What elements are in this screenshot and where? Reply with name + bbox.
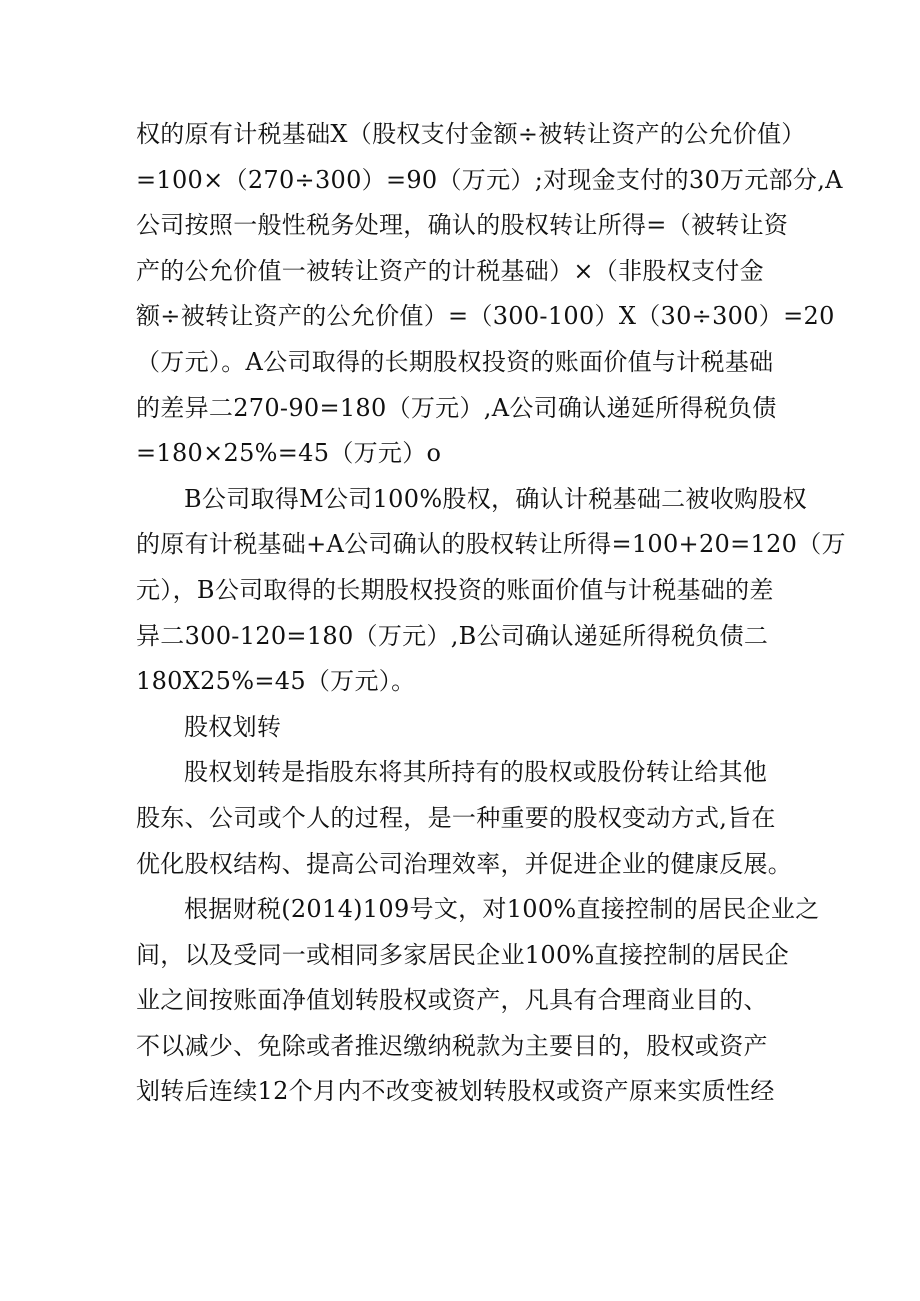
document-body: [136, 112, 846, 1115]
text-line: 股东、公司或个人的过程，是一种重要的股权变动方式,旨在: [136, 803, 776, 832]
paragraph-equity-transfer-definition: [136, 750, 796, 887]
section-heading: 股权划转: [184, 712, 282, 741]
text-line: B公司取得M公司100%股权，确认计税基础二被收购股权: [184, 484, 807, 513]
text-line: 额÷被转让资产的公允价值）=（300-100）X（30÷300）=20: [136, 302, 835, 331]
text-line: 公司按照一般性税务处理，确认的股权转让所得=（被转让资: [136, 211, 789, 240]
text-line: 产的公允价值一被转让资产的计税基础）×（非股权支付金: [136, 256, 764, 285]
text-line: 权的原有计税基础X（股权支付金额÷被转让资产的公允价值）: [136, 120, 806, 148]
text-line: 股权划转是指股东将其所持有的股权或股份转让给其他: [184, 758, 768, 787]
text-line: 优化股权结构、提高公司治理效率，并促进企业的健康反展。: [136, 849, 793, 878]
text-line: =100×（270÷300）=90（万元）;对现金支付的30万元部分,A: [136, 165, 843, 194]
paragraph-tax-regulation: [136, 887, 820, 1115]
text-line: 异二300-120=180（万元）,B公司确认递延所得税负债二: [136, 621, 769, 650]
text-line: 元），B公司取得的长期股权投资的账面价值与计税基础的差: [136, 575, 774, 604]
text-line: 180X25%=45（万元）。: [136, 667, 416, 696]
text-line: =180×25%=45（万元）o: [136, 439, 442, 468]
text-line: 业之间按账面净值划转股权或资产，凡具有合理商业目的、: [136, 986, 768, 1015]
text-line: 不以减少、免除或者推迟缴纳税款为主要目的，股权或资产: [136, 1031, 768, 1060]
text-line: 的原有计税基础+A公司确认的股权转让所得=100+20=120（万: [136, 530, 846, 559]
text-line: 间，以及受同一或相同多家居民企业100%直接控制的居民企: [136, 940, 790, 969]
text-line: 划转后连续12个月内不改变被划转股权或资产原来实质性经: [136, 1077, 775, 1106]
paragraph-b-company-tax: [136, 477, 846, 705]
text-line: 的差异二270-90=180（万元）,A公司确认递延所得税负债: [136, 393, 777, 422]
paragraph-a-company-tax: [136, 112, 843, 477]
text-line: （万元）。A公司取得的长期股权投资的账面价值与计税基础: [136, 347, 774, 376]
text-line: 根据财税(2014)109号文，对100%直接控制的居民企业之: [184, 895, 820, 924]
